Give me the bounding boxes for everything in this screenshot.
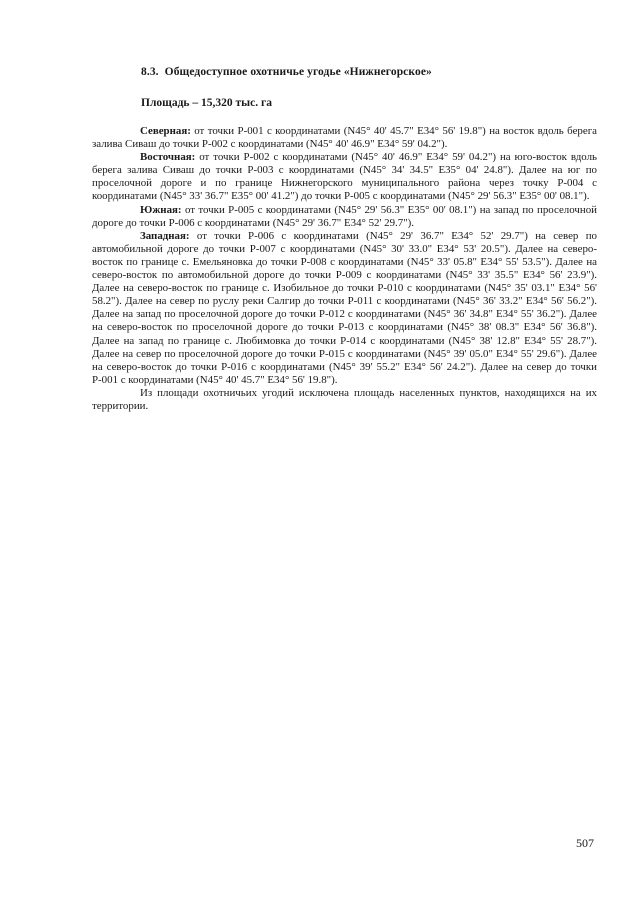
section-number: 8.3. — [141, 66, 159, 78]
border-label: Южная: — [140, 203, 182, 216]
border-label: Западная: — [140, 229, 190, 242]
page-number: 507 — [576, 836, 594, 850]
section-heading — [141, 66, 432, 78]
border-west-paragraph — [92, 230, 597, 387]
borders-description — [92, 125, 597, 413]
exclusion-note: Из площади охотничьих угодий исключена площадь населенных пунктов, находящихся на их территории. — [92, 386, 597, 412]
border-label: Восточная: — [140, 151, 196, 164]
border-text: от точки Р-001 с координатами (N45° 40' 45.7" E34° 56' 19.8") на восток вдоль берега залива Сиваш до точки Р-002 с координатами (N45° 40' 46.9" E34° 59' 04.2"). — [92, 125, 597, 151]
border-label: Северная: — [140, 125, 191, 137]
area-line: Площадь – 15,320 тыс. га — [141, 97, 272, 109]
border-text: от точки Р-005 с координатами (N45° 29' 56.3" E35° 00' 08.1") на запад по проселочной дороге до точки Р-006 с координатами (N45° 29' 36.7" E34° 52' 29.7"). — [92, 203, 597, 229]
border-south-paragraph — [92, 204, 597, 230]
border-text: от точки Р-002 с координатами (N45° 40' 46.9" E34° 59' 04.2") на юго-восток вдоль берега залива Сиваш до точки Р-003 с координатами (N45° 34' 34.5" E35° 04' 24.8"). Далее на юг по проселочной дороге и по границе Нижнегорского муниципального района через точку Р-004 с координатами (N45° 33' 36.7" E35° 00' 41.2") до точки Р-005 с координатами (N45° 29' 56.3" E35° 00' 08.1"). — [92, 151, 597, 203]
section-title: Общедоступное охотничье угодье «Нижнегорское» — [164, 66, 432, 78]
border-text: от точки Р-006 с координатами (N45° 29' 36.7" E34° 52' 29.7") на север по автомобильной дороге до точки Р-007 с координатами (N45° 30' 33.0" E34° 53' 20.5"). Далее на северо-восток по границе с. Емельяновка до точки Р-008 с координатами (N45° 33' 05.8" E34° 55' 53.5"). Далее на северо-восток по автомобильной дороге до точки Р-009 с координатами (N45° 33' 35.5" E34° 56' 23.9"). Далее на северо-восток по границе с. Изобильное до точки Р-010 с координатами (N45° 35' 03.1" E34° 56' 58.2"). Далее на север по руслу реки Салгир до точки Р-011 с координатами (N45° 36' 33.2" E34° 56' 56.2"). Далее на запад по проселочной дороге до точки Р-012 с координатами (N45° 36' 34.8" E34° 55' 36.2"). Далее на северо-восток по проселочной дороге до точки Р-013 с координатами (N45° 38' 08.3" E34° 56' 36.8"). Далее на запад по границе с. Любимовка до точки Р-014 с координатами (N45° 38' 12.8" E34° 55' 28.7"). Далее на север по проселочной дороге до точки Р-015 с координатами (N45° 39' 05.0" E34° 55' 29.6"). Далее на северо-восток до точки Р-016 с координатами (N45° 39' 55.2" E34° 56' 24.2"). Далее на север до точки Р-001 с координатами (N45° 40' 45.7" E34° 56' 19.8"). — [92, 229, 597, 386]
border-north-paragraph — [92, 125, 597, 151]
border-east-paragraph — [92, 151, 597, 203]
